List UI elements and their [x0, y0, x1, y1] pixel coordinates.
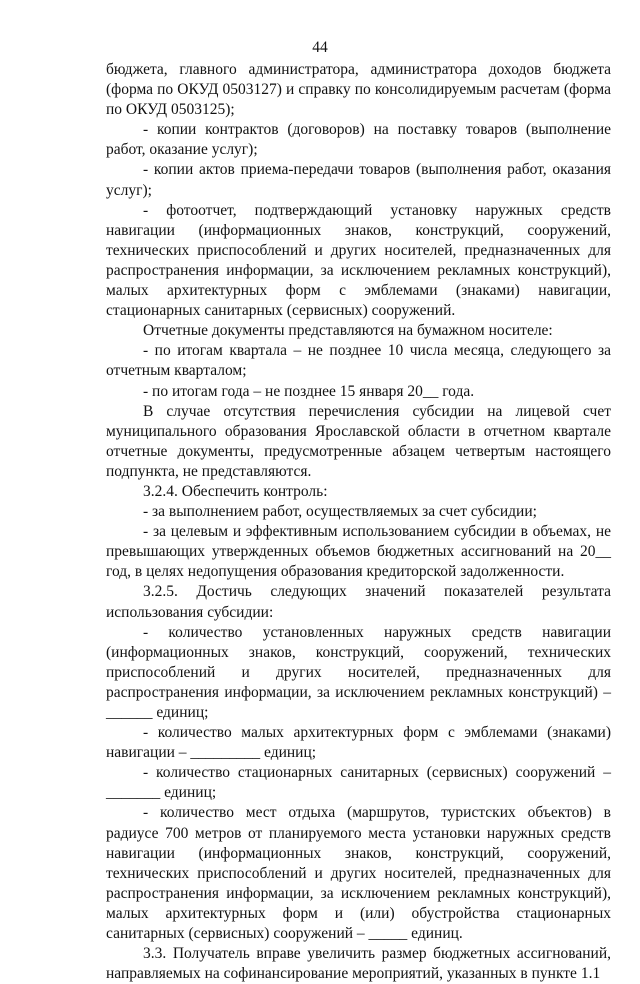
list-item: - количество малых архитектурных форм с эмблемами (знаками) навигации – _________ единиц;: [106, 724, 611, 762]
list-item: - количество установленных наружных средств навигации (информационных знаков, конструкций, сооружений, технических приспособлений и других носителей, предназначенных для распространения информации, за исключением рекламных конструкций) – ______ единиц;: [106, 623, 611, 721]
list-item: - копии актов приема-передачи товаров (выполнения работ, оказания услуг);: [106, 161, 611, 199]
page-number: 44: [312, 39, 328, 56]
paragraph: В случае отсутствия перечисления субсидии на лицевой счет муниципального образования Ярославской области в отчетном квартале отчетные документы, предусмотренные абзацем четвертым настоящего подпункта, не представляются.: [106, 402, 611, 480]
section-heading: 3.2.4. Обеспечить контроль:: [143, 482, 328, 500]
list-item: - за выполнением работ, осуществляемых за счет субсидии;: [143, 503, 537, 521]
paragraph: бюджета, главного администратора, администратора доходов бюджета (форма по ОКУД 0503127) и справку по консолидируемым расчетам (форма по ОКУД 0503125);: [106, 61, 611, 119]
list-item: - количество мест отдыха (маршрутов, туристских объектов) в радиусе 700 метров от планируемого места установки наружных средств навигации (информационных знаков, конструкций, сооружений, технических приспособлений и других носителей, предназначенных для распространения информации, за исключением рекламных конструкций), малых архитектурных форм и (или) обустройства стационарных санитарных (сервисных) сооружений – _____ единиц.: [106, 804, 611, 943]
list-item: - количество стационарных санитарных (сервисных) сооружений – _______ единиц;: [106, 764, 611, 802]
section-heading: 3.2.5. Достичь следующих значений показателей результата использования субсидии:: [106, 583, 611, 621]
list-item: - за целевым и эффективным использованием субсидии в объемах, не превышающих утвержденных объемов бюджетных ассигнований на 20__ год, в целях недопущения образования кредиторской задолженности.: [106, 523, 611, 581]
paragraph: Отчетные документы представляются на бумажном носителе:: [143, 322, 553, 340]
document-body: [106, 60, 611, 984]
paragraph: 3.3. Получатель вправе увеличить размер бюджетных ассигнований, направляемых на софинансирование мероприятий, указанных в пункте 1.1: [106, 945, 611, 983]
list-item: - по итогам квартала – не позднее 10 числа месяца, следующего за отчетным кварталом;: [106, 342, 611, 380]
list-item: - по итогам года – не позднее 15 января 20__ года.: [143, 382, 475, 400]
list-item: - фотоотчет, подтверждающий установку наружных средств навигации (информационных знаков, конструкций, сооружений, технических приспособлений и других носителей, предназначенных для распространения информации, за исключением рекламных конструкций), малых архитектурных форм с эмблемами (знаками) навигации, стационарных санитарных (сервисных) сооружений.: [106, 201, 611, 320]
list-item: - копии контрактов (договоров) на поставку товаров (выполнение работ, оказание услуг);: [106, 121, 611, 159]
